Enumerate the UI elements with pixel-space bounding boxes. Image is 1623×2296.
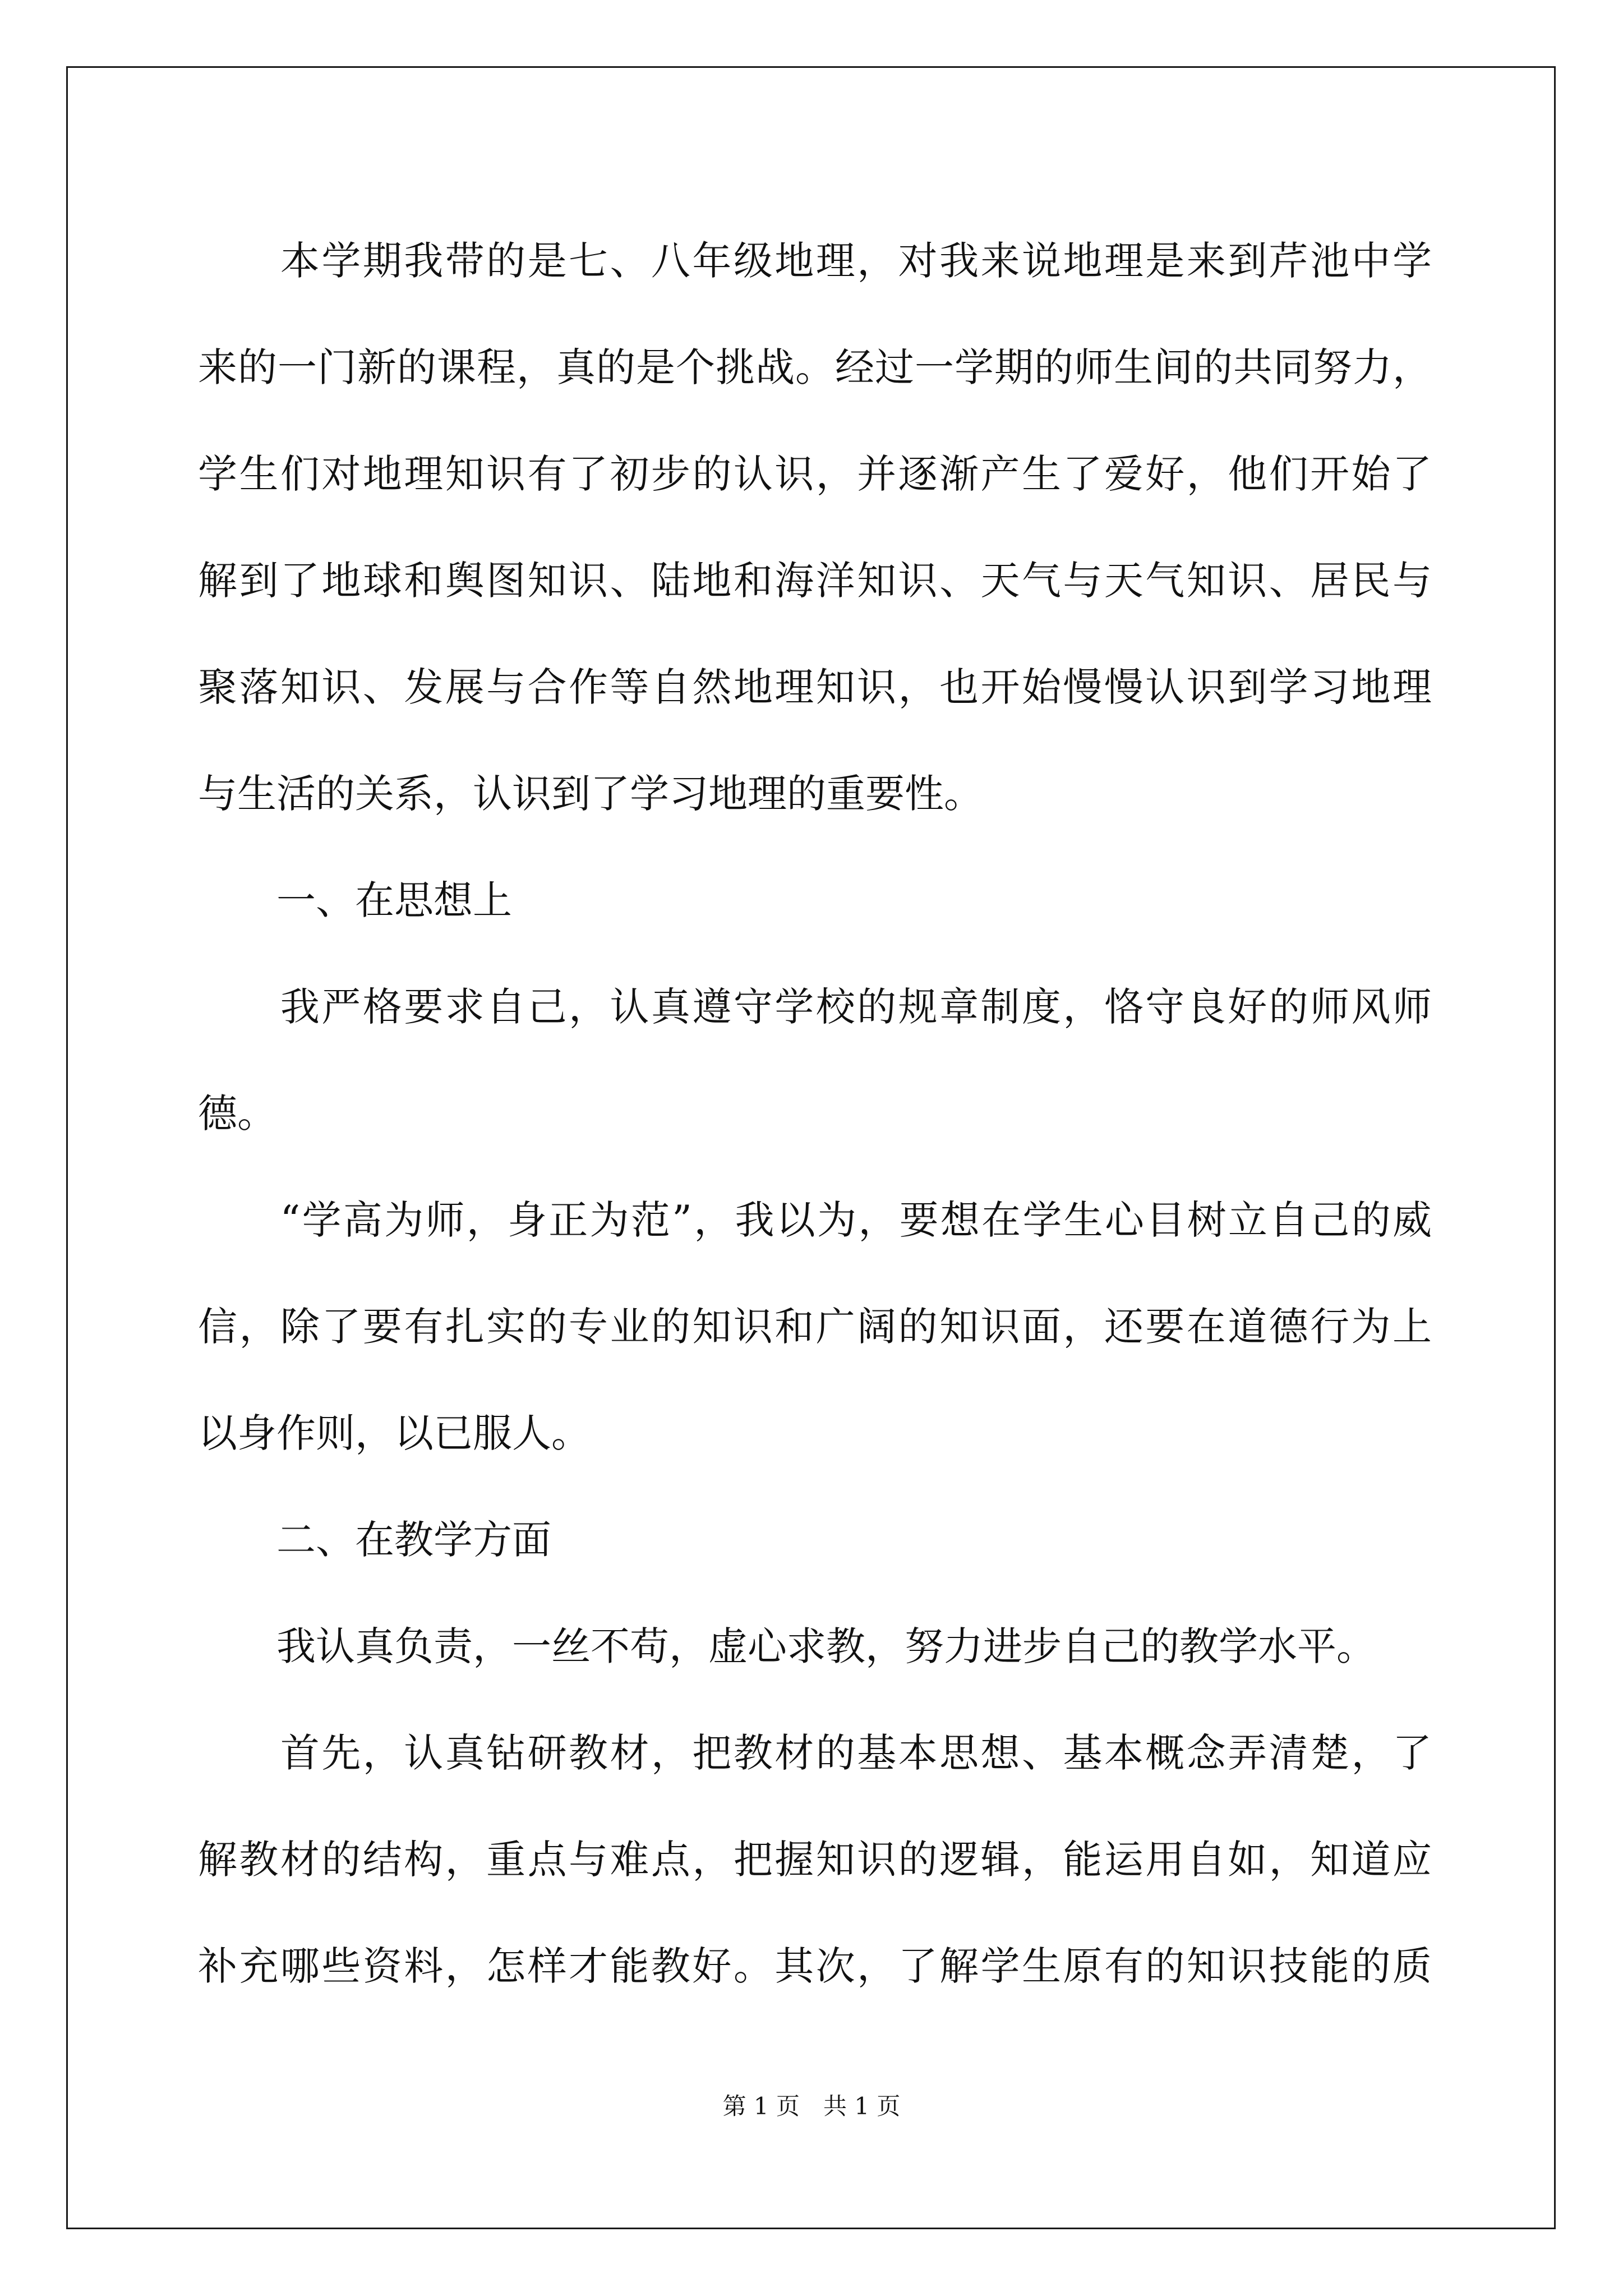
text-line-1: 本学期我带的是七、八年级地理，对我来说地理是来到芹池中学 [198,238,1432,284]
text-line-6: 与生活的关系，认识到了学习地理的重要性。 [198,771,983,817]
section-heading-teaching: 二、在教学方面 [198,1517,551,1563]
text-line-14: 我认真负责，一丝不苟，虚心求教，努力进步自己的教学水平。 [198,1623,1376,1669]
text-line-17: 补充哪些资料，怎样才能教好。其次，了解学生原有的知识技能的质 [198,1943,1432,1989]
text-line-10: “学高为师，身正为范”，我以为，要想在学生心目树立自己的威 [198,1197,1432,1243]
section-heading-thought: 一、在思想上 [198,877,512,923]
page-number-footer: 第 1 页 共 1 页 [722,2092,901,2120]
text-line-12: 以身作则，以已服人。 [198,1410,591,1456]
text-line-9: 德。 [198,1091,276,1137]
text-line-11: 信，除了要有扎实的专业的知识和广阔的知识面，还要在道德行为上 [198,1304,1432,1350]
text-line-16: 解教材的结构，重点与难点，把握知识的逻辑，能运用自如，知道应 [198,1837,1432,1883]
text-line-3: 学生们对地理知识有了初步的认识，并逐渐产生了爱好，他们开始了 [198,451,1432,497]
text-line-2: 来的一门新的课程，真的是个挑战。经过一学期的师生间的共同努力， [198,344,1432,390]
text-line-8: 我严格要求自己，认真遵守学校的规章制度，恪守良好的师风师 [198,984,1432,1030]
text-line-15: 首先，认真钻研教材，把教材的基本思想、基本概念弄清楚，了 [198,1730,1432,1776]
document-body [198,208,1432,2019]
text-line-4: 解到了地球和舆图知识、陆地和海洋知识、天气与天气知识、居民与 [198,558,1432,604]
text-line-5: 聚落知识、发展与合作等自然地理知识，也开始慢慢认识到学习地理 [198,664,1432,710]
